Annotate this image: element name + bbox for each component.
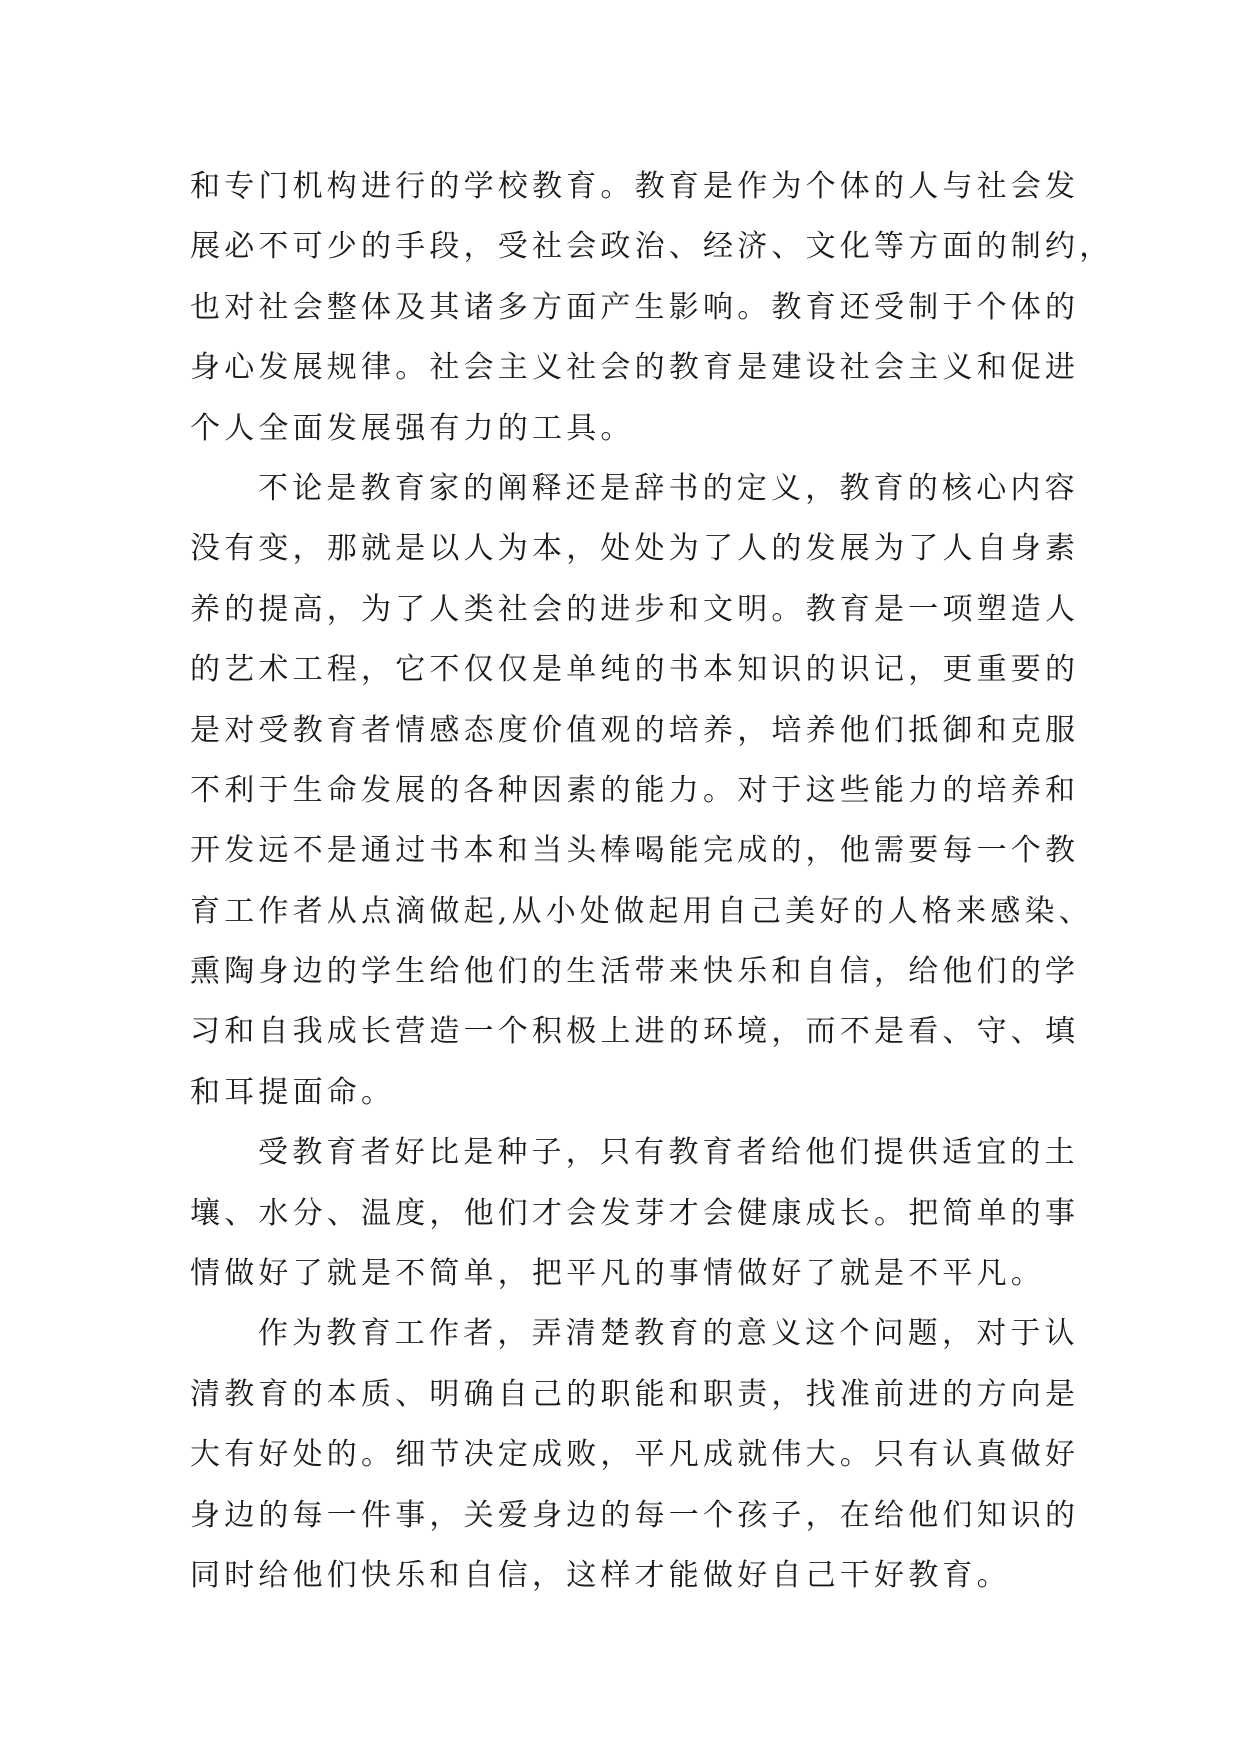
text-line: 作为教育工作者，弄清楚教育的意义这个问题，对于认 — [258, 1316, 1079, 1352]
text-line: 也对社会整体及其诸多方面产生影响。教育还受制于个体的 — [190, 289, 1080, 325]
text-line: 是对受教育者情感态度价值观的培养，培养他们抵御和克服 — [190, 712, 1080, 748]
paragraph — [190, 459, 1093, 1123]
text-line: 身心发展规律。社会主义社会的教育是建设社会主义和促进 — [190, 350, 1080, 386]
text-line: 受教育者好比是种子，只有教育者给他们提供适宜的土 — [258, 1135, 1079, 1171]
paragraph — [190, 1123, 1080, 1304]
text-line: 的艺术工程，它不仅仅是单纯的书本知识的识记，更重要的 — [190, 652, 1080, 688]
text-line: 身边的每一件事，关爱身边的每一个孩子，在给他们知识的 — [190, 1497, 1080, 1533]
paragraph — [190, 157, 1114, 459]
text-line: 熏陶身边的学生给他们的生活带来快乐和自信，给他们的学 — [190, 954, 1080, 990]
text-line: 情做好了就是不简单，把平凡的事情做好了就是不平凡。 — [190, 1256, 1045, 1292]
text-line: 不论是教育家的阐释还是辞书的定义，教育的核心内容 — [258, 470, 1079, 506]
text-line: 开发远不是通过书本和当头棒喝能完成的，他需要每一个教 — [190, 833, 1080, 869]
text-line: 和专门机构进行的学校教育。教育是作为个体的人与社会发 — [190, 169, 1080, 204]
text-line: 壤、水分、温度，他们才会发芽才会健康成长。把简单的事 — [190, 1195, 1080, 1231]
paragraph — [190, 1304, 1080, 1606]
text-line: 不利于生命发展的各种因素的能力。对于这些能力的培养和 — [190, 772, 1080, 808]
text-line: 清教育的本质、明确自己的职能和职责，找准前进的方向是 — [190, 1376, 1080, 1412]
text-line: 习和自我成长营造一个积极上进的环境，而不是看、守、填 — [190, 1014, 1080, 1050]
text-line: 和耳提面命。 — [190, 1074, 396, 1110]
body-text — [190, 157, 1114, 1606]
text-line: 大有好处的。细节决定成败，平凡成就伟大。只有认真做好 — [190, 1437, 1080, 1473]
text-line: 育工作者从点滴做起,从小处做起用自己美好的人格来感染、 — [190, 893, 1093, 929]
text-line: 同时给他们快乐和自信，这样才能做好自己干好教育。 — [190, 1557, 1011, 1593]
text-line: 养的提高，为了人类社会的进步和文明。教育是一项塑造人 — [190, 591, 1080, 627]
text-line: 没有变，那就是以人为本，处处为了人的发展为了人自身素 — [190, 531, 1080, 567]
text-line: 展必不可少的手段，受社会政治、经济、文化等方面的制约， — [190, 229, 1114, 265]
text-line: 个人全面发展强有力的工具。 — [190, 410, 635, 446]
